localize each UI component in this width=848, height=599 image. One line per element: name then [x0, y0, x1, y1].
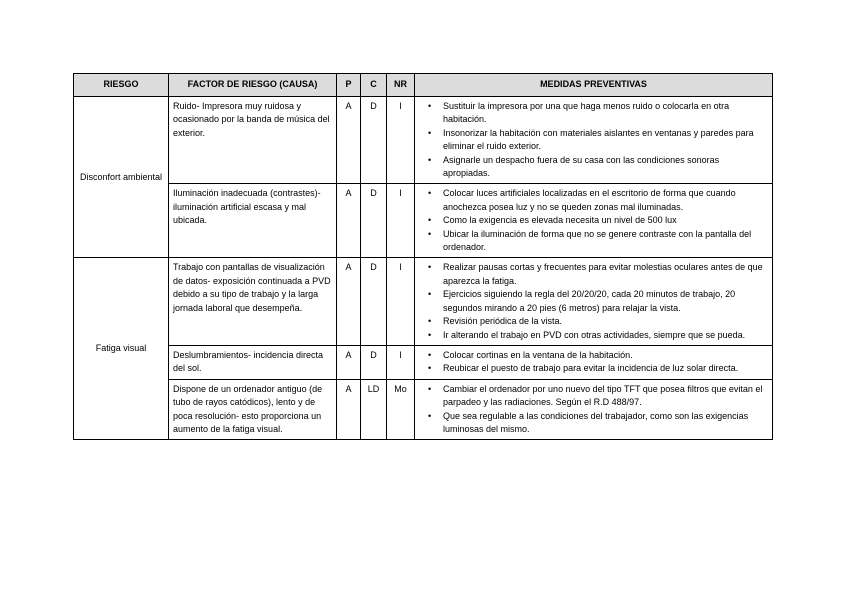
- c-cell: D: [361, 258, 387, 345]
- table-row: [74, 184, 773, 258]
- list-item: • Colocar luces artificiales localizadas en el escritorio de forma que cuando anochezca posea luz y no se queden zonas mal iluminadas.: [443, 187, 768, 214]
- medidas-list: [415, 100, 768, 180]
- medidas-cell: [415, 184, 773, 258]
- medidas-list: [415, 349, 768, 376]
- p-cell: A: [337, 345, 361, 379]
- list-item: • Reubicar el puesto de trabajo para evitar la incidencia de luz solar directa.: [443, 362, 768, 375]
- header-medidas: MEDIDAS PREVENTIVAS: [415, 74, 773, 97]
- c-cell: D: [361, 345, 387, 379]
- nr-cell: I: [387, 97, 415, 184]
- factor-cell: Iluminación inadecuada (contrastes)- iluminación artificial escasa y mal ubicada.: [169, 184, 337, 258]
- list-item: • Revisión periódica de la vista.: [443, 315, 768, 328]
- factor-cell: Ruido- Impresora muy ruidosa y ocasionado por la banda de música del exterior.: [169, 97, 337, 184]
- p-cell: A: [337, 258, 361, 345]
- list-item: • Asignarle un despacho fuera de su casa con las condiciones sonoras apropiadas.: [443, 154, 768, 181]
- table-row: [74, 345, 773, 379]
- list-item: • Ubicar la iluminación de forma que no se genere contraste con la pantalla del ordenador.: [443, 228, 768, 255]
- medidas-cell: [415, 345, 773, 379]
- header-riesgo: RIESGO: [74, 74, 169, 97]
- header-p: P: [337, 74, 361, 97]
- medidas-cell: [415, 97, 773, 184]
- c-cell: LD: [361, 379, 387, 440]
- list-item: • Sustituir la impresora por una que haga menos ruido o colocarla en otra habitación.: [443, 100, 768, 127]
- c-cell: D: [361, 184, 387, 258]
- riesgo-cell: Disconfort ambiental: [74, 97, 169, 258]
- header-c: C: [361, 74, 387, 97]
- factor-cell: Trabajo con pantallas de visualización de datos- exposición continuada a PVD debido a su tipo de trabajo y la larga jornada laboral que desempeña.: [169, 258, 337, 345]
- medidas-cell: [415, 379, 773, 440]
- nr-cell: Mo: [387, 379, 415, 440]
- medidas-list: [415, 187, 768, 254]
- list-item: • Que sea regulable a las condiciones del trabajador, como son las exigencias luminosas del mismo.: [443, 410, 768, 437]
- medidas-list: [415, 261, 768, 341]
- table-row: [74, 97, 773, 184]
- header-row: [74, 74, 773, 97]
- list-item: • Insonorizar la habitación con materiales aislantes en ventanas y paredes para eliminar el ruido exterior.: [443, 127, 768, 154]
- medidas-list: [415, 383, 768, 437]
- list-item: • Realizar pausas cortas y frecuentes para evitar molestias oculares antes de que aparezca la fatiga.: [443, 261, 768, 288]
- factor-cell: Deslumbramientos- incidencia directa del sol.: [169, 345, 337, 379]
- c-cell: D: [361, 97, 387, 184]
- medidas-cell: [415, 258, 773, 345]
- table-row: [74, 379, 773, 440]
- list-item: • Cambiar el ordenador por uno nuevo del tipo TFT que posea filtros que evitan el parpadeo y las radiaciones. Según el R.D 488/97.: [443, 383, 768, 410]
- table-row: [74, 258, 773, 345]
- p-cell: A: [337, 379, 361, 440]
- nr-cell: I: [387, 258, 415, 345]
- header-nr: NR: [387, 74, 415, 97]
- list-item: • Ir alterando el trabajo en PVD con otras actividades, siempre que se pueda.: [443, 329, 768, 342]
- nr-cell: I: [387, 345, 415, 379]
- list-item: • Colocar cortinas en la ventana de la habitación.: [443, 349, 768, 362]
- header-factor: FACTOR DE RIESGO (CAUSA): [169, 74, 337, 97]
- list-item: • Ejercicios siguiendo la regla del 20/20/20, cada 20 minutos de trabajo, 20 segundos mirando a 20 pies (6 metros) para relajar la vista.: [443, 288, 768, 315]
- factor-cell: Dispone de un ordenador antiguo (de tubo de rayos catódicos), lento y de poca resolución- esto proporciona un aumento de la fatiga visual.: [169, 379, 337, 440]
- risk-assessment-table: [73, 73, 773, 440]
- nr-cell: I: [387, 184, 415, 258]
- list-item: • Como la exigencia es elevada necesita un nivel de 500 lux: [443, 214, 768, 227]
- riesgo-cell: Fatiga visual: [74, 258, 169, 440]
- p-cell: A: [337, 97, 361, 184]
- p-cell: A: [337, 184, 361, 258]
